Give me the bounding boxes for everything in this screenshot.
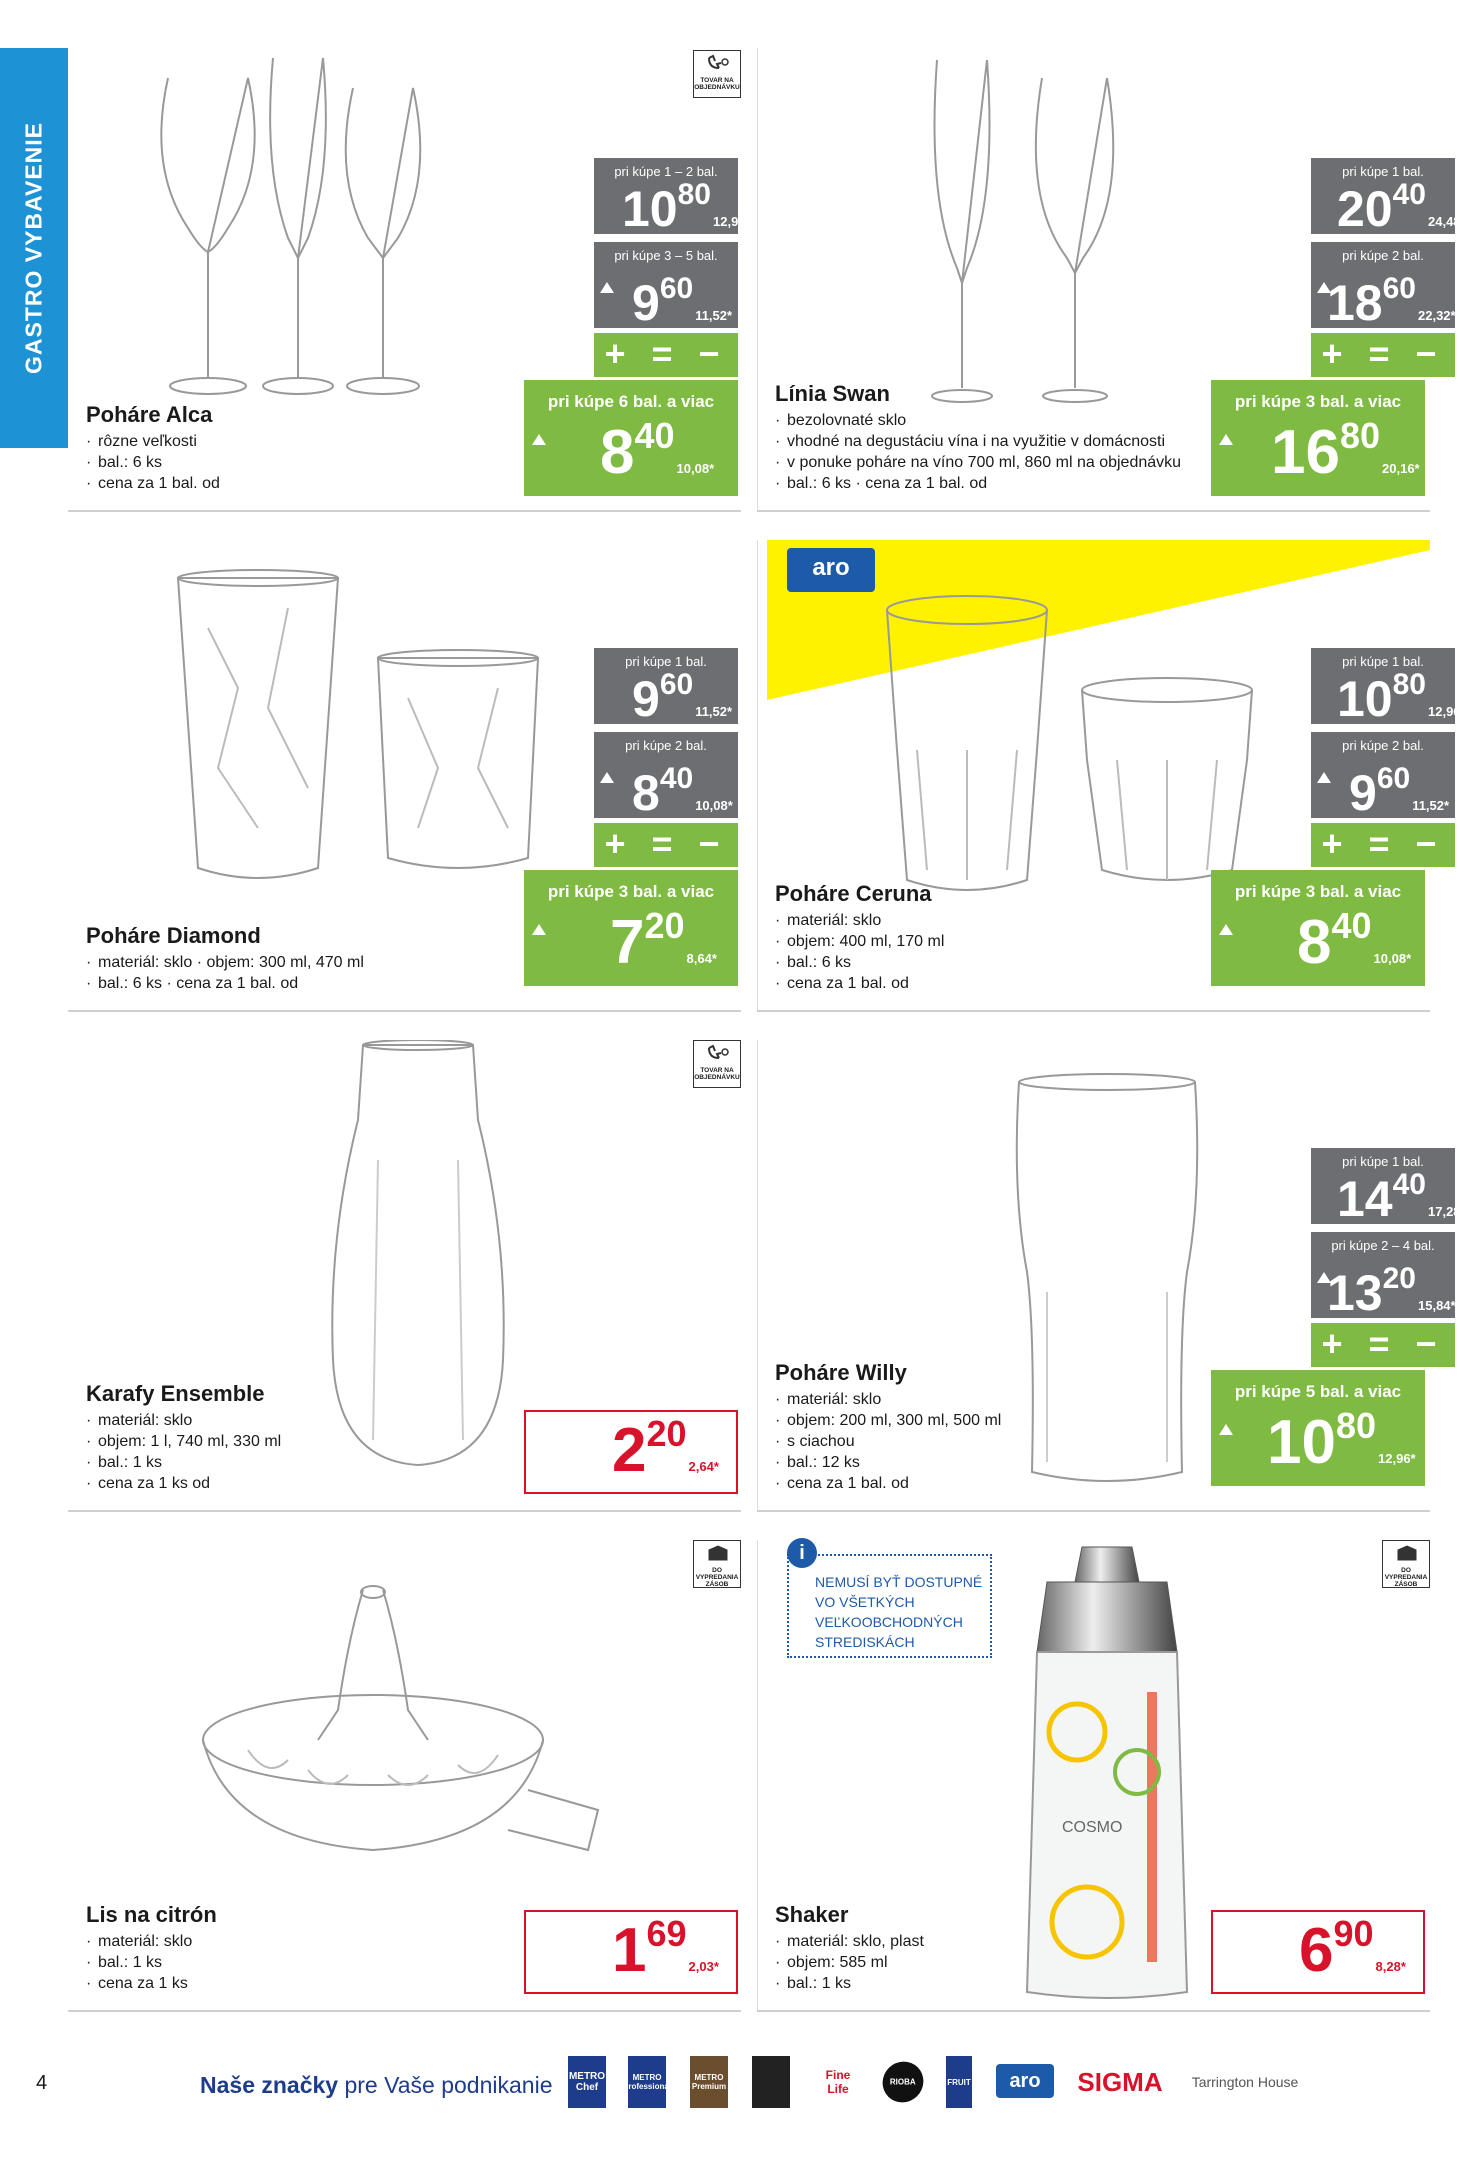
tier-label: pri kúpe 2 – 4 bal. bbox=[1331, 1238, 1435, 1253]
feature: · bal.: 6 ks · cena za 1 bal. od bbox=[775, 473, 1245, 494]
product-name: Karafy Ensemble bbox=[86, 1381, 265, 1406]
price-integer: 7 bbox=[610, 908, 645, 977]
price-with-vat: 10,08* bbox=[695, 798, 733, 813]
product-alca bbox=[68, 40, 751, 512]
product-info bbox=[775, 1902, 1245, 1994]
price-decimal: 40 bbox=[1392, 1168, 1426, 1201]
order-tag bbox=[693, 1040, 741, 1088]
sale-tag-line1: DO VYPREDANIA bbox=[1384, 1567, 1428, 1581]
price-integer: 10 bbox=[1337, 671, 1393, 727]
price-decimal: 60 bbox=[659, 668, 694, 701]
feature: · materiál: sklo bbox=[775, 1389, 1245, 1410]
metro-professional-logo bbox=[623, 2056, 672, 2108]
brands-slogan-rest: pre Vaše podnikanie bbox=[338, 2072, 553, 2098]
price-integer: 9 bbox=[632, 671, 660, 727]
arrow-up-icon bbox=[600, 282, 614, 293]
tier-label: pri kúpe 1 – 2 bal. bbox=[614, 164, 718, 179]
phone-at-icon bbox=[707, 1044, 729, 1062]
price-decimal: 40 bbox=[659, 762, 694, 795]
alca-glasses-image bbox=[128, 48, 428, 418]
logo-text: Tarrington House bbox=[1191, 2074, 1299, 2090]
feature: · v ponuke poháre na víno 700 ml, 860 ml na objednávku bbox=[775, 452, 1245, 473]
product-swan bbox=[757, 40, 1466, 512]
price-with-vat: 10,08* bbox=[1373, 951, 1412, 966]
feature: · objem: 1 l, 740 ml, 330 ml bbox=[86, 1431, 556, 1452]
order-tag-line2: OBJEDNÁVKU bbox=[694, 1074, 740, 1081]
price-decimal: 80 bbox=[1339, 415, 1381, 456]
product-shaker bbox=[757, 1540, 1430, 2012]
price-with-vat: 20,16* bbox=[1382, 461, 1420, 476]
feature: · bal.: 6 ks bbox=[86, 452, 556, 473]
feature: · bal.: 1 ks bbox=[86, 1952, 556, 1973]
tier-label: pri kúpe 3 bal. a viac bbox=[1234, 882, 1402, 901]
tier-label: pri kúpe 3 bal. a viac bbox=[1234, 392, 1402, 411]
logo-text: aro bbox=[1009, 2069, 1041, 2092]
feature: · bal.: 1 ks bbox=[775, 1973, 1245, 1994]
dark-brand-logo bbox=[752, 2056, 790, 2108]
price-with-vat: 8,64* bbox=[686, 951, 717, 966]
price-with-vat: 17,28* bbox=[1428, 1204, 1466, 1219]
price-integer: 20 bbox=[1337, 181, 1393, 237]
product-name: Lis na citrón bbox=[86, 1902, 217, 1927]
feature: · bal.: 1 ks bbox=[86, 1452, 556, 1473]
price-integer: 8 bbox=[1297, 908, 1332, 977]
price-tier-2 bbox=[594, 242, 738, 331]
product-diamond bbox=[68, 540, 741, 1012]
logo-text: Fine Life bbox=[825, 2068, 851, 2096]
page-number: 4 bbox=[36, 2072, 48, 2094]
logo-text: SIGMA bbox=[1077, 2066, 1163, 2097]
metro-chef-logo bbox=[568, 2056, 606, 2108]
price-integer: 9 bbox=[1349, 765, 1377, 821]
price-integer: 2 bbox=[612, 1416, 647, 1485]
feature: · materiál: sklo bbox=[86, 1931, 556, 1952]
price-with-vat: 11,52* bbox=[695, 704, 733, 719]
tier-label: pri kúpe 1 bal. bbox=[625, 654, 707, 669]
plus-equals-minus-icon: + = − bbox=[594, 823, 738, 867]
price-with-vat: 22,32* bbox=[1418, 308, 1456, 323]
price-tier-1 bbox=[1311, 1148, 1466, 1227]
feature: · objem: 200 ml, 300 ml, 500 ml bbox=[775, 1410, 1245, 1431]
product-info bbox=[775, 1360, 1245, 1494]
price-decimal: 20 bbox=[646, 1413, 687, 1454]
price-decimal: 60 bbox=[1382, 272, 1416, 305]
price-decimal: 80 bbox=[1392, 668, 1426, 701]
product-name: Poháre Alca bbox=[86, 402, 213, 427]
price-with-vat: 8,28* bbox=[1375, 1959, 1406, 1974]
product-name: Línia Swan bbox=[775, 381, 890, 406]
tarrington-house-logo bbox=[1180, 2056, 1310, 2108]
availability-line: STREDISKÁCH bbox=[815, 1634, 915, 1650]
price-box bbox=[524, 1410, 738, 1494]
feature: · bal.: 6 ks bbox=[775, 952, 1245, 973]
product-info bbox=[86, 402, 556, 494]
footer bbox=[0, 2050, 1480, 2130]
price-with-vat: 12,96* bbox=[1378, 1451, 1416, 1466]
price-with-vat: 11,52* bbox=[1412, 798, 1450, 813]
price-box bbox=[524, 1910, 738, 1994]
price-decimal: 20 bbox=[644, 905, 685, 946]
feature: · cena za 1 ks bbox=[86, 1973, 556, 1994]
plus-equals-minus-icon: + = − bbox=[1311, 333, 1455, 377]
shaker-print-text: COSMO bbox=[1062, 1819, 1123, 1836]
ceruna-glasses-image bbox=[877, 590, 1267, 910]
sale-tag-line2: ZÁSOB bbox=[705, 1581, 729, 1588]
price-integer: 9 bbox=[632, 275, 660, 331]
info-icon: i bbox=[787, 1538, 817, 1568]
price-integer: 18 bbox=[1327, 275, 1383, 331]
aro-logo bbox=[787, 548, 875, 592]
price-with-vat: 24,48* bbox=[1428, 214, 1466, 229]
product-info bbox=[775, 381, 1245, 494]
price-integer: 8 bbox=[632, 765, 660, 821]
feature: · bal.: 12 ks bbox=[775, 1452, 1245, 1473]
sigma-logo bbox=[1070, 2056, 1170, 2108]
price-with-vat: 12,96* bbox=[713, 214, 751, 229]
price-with-vat: 12,96* bbox=[1428, 704, 1466, 719]
aro-logo-text: aro bbox=[812, 554, 850, 581]
feature: · bal.: 6 ks · cena za 1 bal. od bbox=[86, 973, 556, 994]
tier-label: pri kúpe 6 bal. a viac bbox=[547, 392, 715, 411]
price-tier-green bbox=[524, 380, 738, 496]
feature: · materiál: sklo, plast bbox=[775, 1931, 1245, 1952]
product-name: Shaker bbox=[775, 1902, 849, 1927]
price-integer: 13 bbox=[1327, 1265, 1383, 1321]
price-integer: 6 bbox=[1299, 1916, 1334, 1985]
feature: · rôzne veľkosti bbox=[86, 431, 556, 452]
product-info bbox=[86, 923, 556, 994]
product-name: Poháre Diamond bbox=[86, 923, 261, 948]
price-decimal: 40 bbox=[1392, 178, 1426, 211]
price-decimal: 69 bbox=[646, 1913, 687, 1954]
price-tier-green bbox=[524, 870, 738, 986]
feature: · cena za 1 bal. od bbox=[775, 1473, 1245, 1494]
price-tier-1 bbox=[1311, 648, 1466, 727]
price-tier-1 bbox=[1311, 158, 1466, 237]
tier-label: pri kúpe 2 bal. bbox=[625, 738, 707, 753]
price-integer: 8 bbox=[600, 418, 635, 487]
fine-life-logo bbox=[818, 2056, 858, 2108]
metro-premium-logo bbox=[690, 2056, 728, 2108]
price-with-vat: 10,08* bbox=[676, 461, 715, 476]
feature: · cena za 1 bal. od bbox=[775, 973, 1245, 994]
order-tag-line1: TOVAR NA bbox=[700, 1067, 734, 1074]
tier-label: pri kúpe 2 bal. bbox=[1342, 248, 1424, 263]
plus-equals-minus-icon: + = − bbox=[594, 333, 738, 377]
price-integer: 1 bbox=[612, 1916, 647, 1985]
logo-text: METRO Chef bbox=[568, 2071, 606, 2093]
brands-slogan-bold: Naše značky bbox=[200, 2072, 339, 2098]
tier-label: pri kúpe 5 bal. a viac bbox=[1234, 1382, 1402, 1401]
feature: · objem: 400 ml, 170 ml bbox=[775, 931, 1245, 952]
feature: · cena za 1 bal. od bbox=[86, 473, 556, 494]
rioba-logo bbox=[874, 2053, 932, 2111]
order-tag bbox=[693, 50, 741, 98]
price-tier-2 bbox=[1311, 732, 1455, 821]
tier-label: pri kúpe 1 bal. bbox=[1342, 1154, 1424, 1169]
sale-tag bbox=[1382, 1540, 1430, 1588]
box-icon bbox=[1396, 1544, 1418, 1562]
product-info bbox=[86, 1902, 556, 1994]
tier-label: pri kúpe 3 bal. a viac bbox=[547, 882, 715, 901]
tier-label: pri kúpe 3 – 5 bal. bbox=[614, 248, 718, 263]
order-tag-line2: OBJEDNÁVKU bbox=[694, 84, 740, 91]
price-with-vat: 2,64* bbox=[688, 1459, 719, 1474]
feature: · cena za 1 ks od bbox=[86, 1473, 556, 1494]
arrow-up-icon bbox=[600, 772, 614, 783]
price-integer: 14 bbox=[1337, 1171, 1393, 1227]
price-integer: 10 bbox=[622, 181, 678, 237]
price-decimal: 80 bbox=[677, 178, 711, 211]
product-ceruna bbox=[757, 540, 1466, 1012]
logo-text: RIOBA bbox=[890, 2077, 916, 2087]
plus-equals-minus-icon: + = − bbox=[1311, 1323, 1455, 1367]
price-tier-1 bbox=[594, 158, 751, 237]
price-tier-2 bbox=[1311, 242, 1456, 331]
section-tab bbox=[0, 48, 68, 448]
phone-at-icon bbox=[707, 54, 729, 72]
swan-glasses-image bbox=[907, 48, 1137, 408]
price-with-vat: 2,03* bbox=[688, 1959, 719, 1974]
price-with-vat: 11,52* bbox=[695, 308, 733, 323]
price-tier-2 bbox=[1311, 1232, 1456, 1321]
feature: · s ciachou bbox=[775, 1431, 1245, 1452]
product-name: Poháre Willy bbox=[775, 1360, 907, 1385]
arrow-up-icon bbox=[1317, 772, 1331, 783]
box-icon bbox=[707, 1544, 729, 1562]
availability-line: NEMUSÍ BYŤ DOSTUPNÉ bbox=[815, 1574, 983, 1590]
price-tier-2 bbox=[594, 732, 738, 821]
feature: · materiál: sklo bbox=[775, 910, 1245, 931]
sale-tag bbox=[693, 1540, 741, 1588]
price-decimal: 80 bbox=[1335, 1405, 1377, 1446]
price-decimal: 20 bbox=[1382, 1262, 1416, 1295]
product-willy bbox=[757, 1040, 1466, 1512]
tier-label: pri kúpe 2 bal. bbox=[1342, 738, 1424, 753]
price-with-vat: 15,84* bbox=[1418, 1298, 1456, 1313]
logo-text: FRUIT bbox=[947, 2077, 971, 2087]
price-decimal: 60 bbox=[659, 272, 694, 305]
aro-footer-logo bbox=[996, 2064, 1054, 2098]
plus-equals-minus-icon: + = − bbox=[1311, 823, 1455, 867]
product-lis bbox=[68, 1540, 741, 2012]
product-info bbox=[86, 1381, 556, 1494]
price-decimal: 90 bbox=[1333, 1913, 1374, 1954]
availability-line: VEĽKOOBCHODNÝCH bbox=[815, 1614, 963, 1630]
price-decimal: 40 bbox=[1331, 905, 1372, 946]
product-karafy bbox=[68, 1040, 741, 1512]
logo-text: METRO Professional bbox=[623, 2073, 672, 2091]
price-integer: 10 bbox=[1267, 1408, 1336, 1477]
sale-tag-line2: ZÁSOB bbox=[1394, 1581, 1418, 1588]
price-integer: 16 bbox=[1271, 418, 1340, 487]
logo-text: METRO Premium bbox=[691, 2073, 727, 2091]
sale-tag-line1: DO VYPREDANIA bbox=[695, 1567, 739, 1581]
feature: · bezolovnaté sklo bbox=[775, 410, 1245, 431]
juicer-image bbox=[188, 1580, 618, 1880]
brands-slogan bbox=[200, 2072, 552, 2099]
availability-note bbox=[787, 1542, 992, 1658]
availability-line: VO VŠETKÝCH bbox=[815, 1594, 915, 1610]
feature: · objem: 585 ml bbox=[775, 1952, 1245, 1973]
price-decimal: 60 bbox=[1376, 762, 1411, 795]
product-name: Poháre Ceruna bbox=[775, 881, 932, 906]
price-tier-1 bbox=[594, 648, 738, 727]
tier-label: pri kúpe 1 bal. bbox=[1342, 654, 1424, 669]
diamond-glasses-image bbox=[168, 568, 598, 898]
product-info bbox=[775, 881, 1245, 994]
section-tab-label: GASTRO VYBAVENIE bbox=[20, 122, 47, 374]
feature: · materiál: sklo · objem: 300 ml, 470 ml bbox=[86, 952, 556, 973]
price-decimal: 40 bbox=[634, 415, 675, 456]
tier-label: pri kúpe 1 bal. bbox=[1342, 164, 1424, 179]
feature: · materiál: sklo bbox=[86, 1410, 556, 1431]
order-tag-line1: TOVAR NA bbox=[700, 77, 734, 84]
feature: · vhodné na degustáciu vína i na využitie v domácnosti bbox=[775, 431, 1245, 452]
fruit-logo bbox=[946, 2056, 972, 2108]
